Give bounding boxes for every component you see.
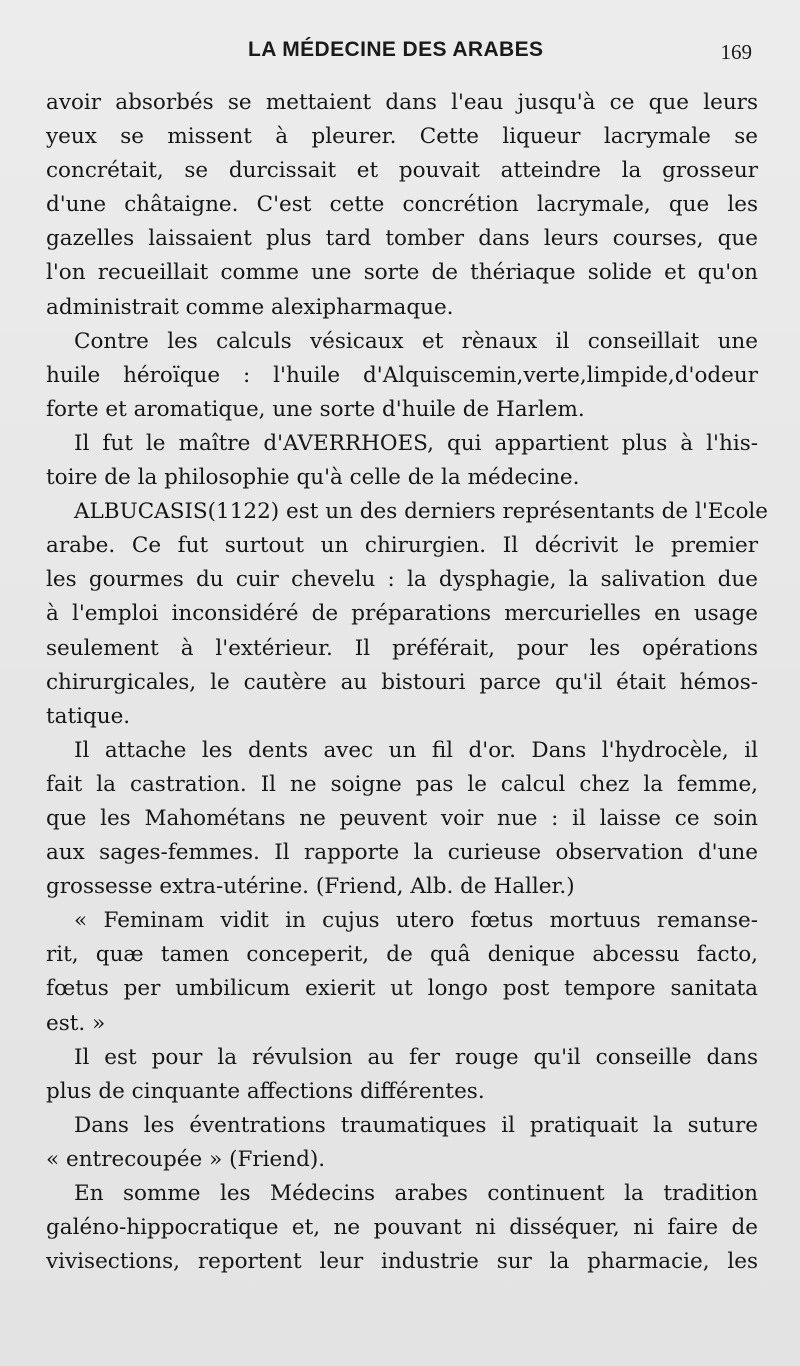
text-line: yeux se missent à pleurer. Cette liqueur lacrymale se xyxy=(46,124,758,150)
text-line: En somme les Médecins arabes continuent la tradition xyxy=(74,1181,758,1206)
text-line: arabe. Ce fut surtout un chirurgien. Il décrivit le premier xyxy=(46,533,758,559)
text-line: que les Mahométans ne peuvent voir nue : il laisse ce soin xyxy=(46,805,758,831)
text-line: fait la castration. Il ne soigne pas le calcul chez la femme, xyxy=(46,771,758,797)
text-line: à l'emploi inconsidéré de préparations mercurielles en usage xyxy=(46,601,758,627)
text-line: les gourmes du cuir chevelu : la dysphagie, la salivation due xyxy=(46,567,758,593)
text-line: chirurgicales, le cautère au bistouri parce qu'il était hémos- xyxy=(46,669,758,695)
text-line: « entrecoupée » (Friend). xyxy=(46,1146,326,1172)
running-head xyxy=(0,38,800,68)
text-line: « Feminam vidit in cujus utero fœtus mortuus remanse- xyxy=(74,908,758,934)
text-line: huile héroïque : l'huile d'Alquiscemin,verte,limpide,d'odeur xyxy=(46,362,758,388)
text-line: forte et aromatique, une sorte d'huile de Harlem. xyxy=(46,396,585,422)
text-line: Dans les éventrations traumatiques il pratiquait la suture xyxy=(74,1112,758,1138)
text-line: est. » xyxy=(46,1010,106,1036)
text-line: Contre les calculs vésicaux et rènaux il conseillait une xyxy=(74,328,758,354)
text-line: toire de la philosophie qu'à celle de la médecine. xyxy=(46,465,580,491)
text-line: galéno-hippocratique et, ne pouvant ni disséquer, ni faire de xyxy=(46,1215,758,1241)
text-line: d'une châtaigne. C'est cette concrétion lacrymale, que les xyxy=(46,192,758,218)
text-line: aux sages-femmes. Il rapporte la curieuse observation d'une xyxy=(46,840,758,866)
page-number: 169 xyxy=(720,40,752,64)
text-line: Il attache les dents avec un fil d'or. Dans l'hydrocèle, il xyxy=(74,737,758,763)
text-line: seulement à l'extérieur. Il préférait, pour les opérations xyxy=(46,635,758,661)
text-line: administrait comme alexipharmaque. xyxy=(46,294,454,320)
text-line: plus de cinquante affections différentes. xyxy=(46,1078,485,1104)
text-line: Il fut le maître d'AVERRHOES, qui appartient plus à l'his- xyxy=(74,430,758,456)
text-line: l'on recueillait comme une sorte de thériaque solide et qu'on xyxy=(46,260,758,286)
running-head-title: LA MÉDECINE DES ARABES xyxy=(248,38,544,61)
text-line: vivisections, reportent leur industrie sur la pharmacie, les xyxy=(46,1249,758,1275)
body-text xyxy=(46,86,769,1279)
text-line: concrétait, se durcissait et pouvait atteindre la grosseur xyxy=(46,158,758,184)
text-line: gazelles laissaient plus tard tomber dans leurs courses, que xyxy=(46,226,758,252)
text-line: Il est pour la révulsion au fer rouge qu'il conseille dans xyxy=(74,1044,758,1070)
text-line: grossesse extra-utérine. (Friend, Alb. de Haller.) xyxy=(46,874,575,900)
text-line: tatique. xyxy=(46,703,131,729)
text-line: fœtus per umbilicum exierit ut longo post tempore sanitata xyxy=(46,976,758,1002)
text-line: ALBUCASIS(1122) est un des derniers représentants de l'Ecole xyxy=(74,499,769,525)
text-line: rit, quæ tamen conceperit, de quâ denique abcessu facto, xyxy=(46,942,758,968)
text-line: avoir absorbés se mettaient dans l'eau jusqu'à ce que leurs xyxy=(46,90,758,115)
